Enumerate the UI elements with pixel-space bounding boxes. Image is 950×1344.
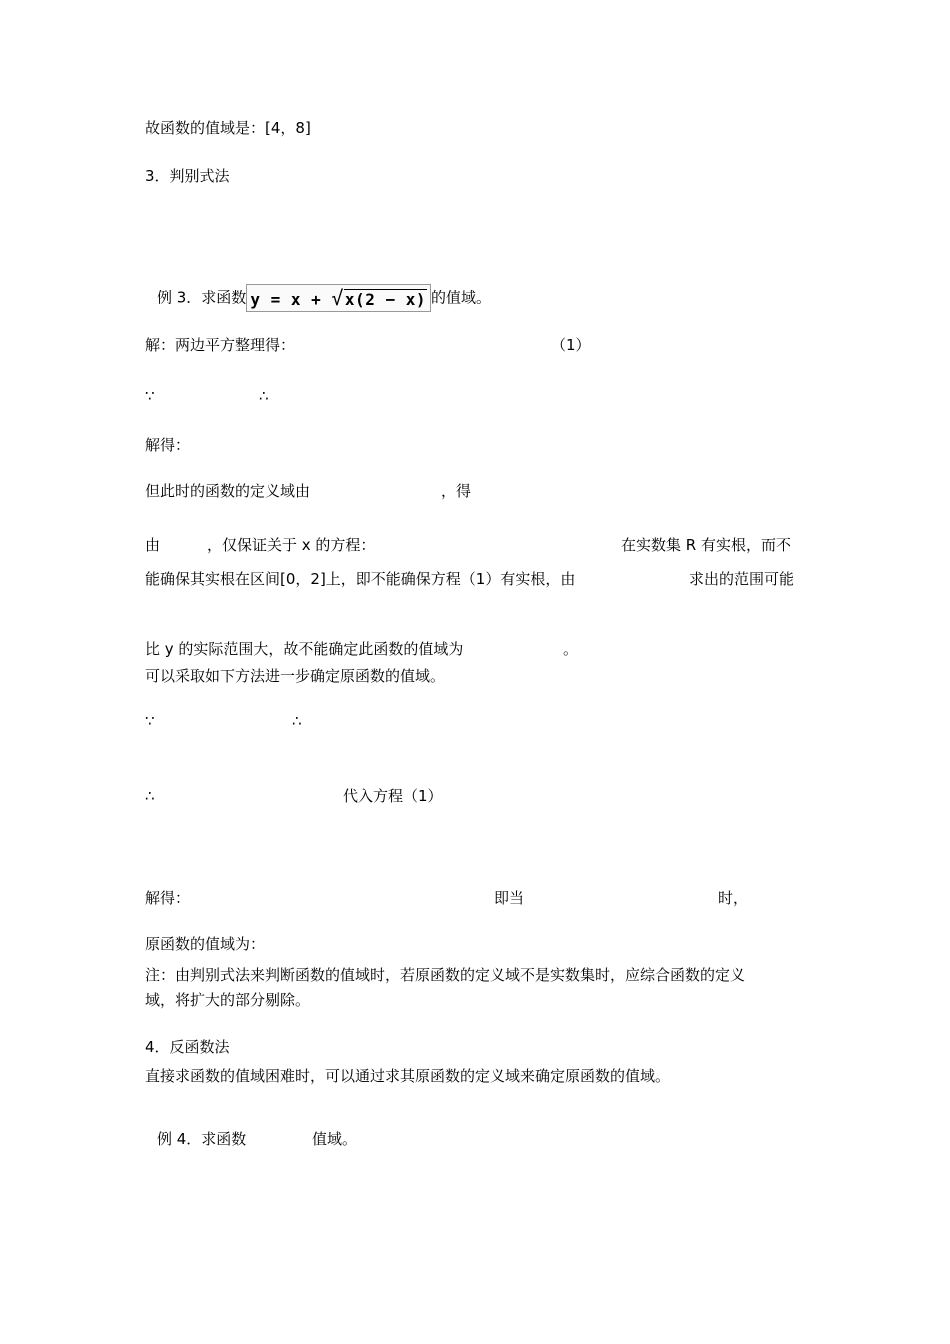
equation-number-1: （1） (551, 336, 591, 354)
explanation-line-2a: 能确保其实根在区间[0，2]上，即不能确保方程（1）有实根，由 (145, 570, 576, 588)
note-line-2: 域，将扩大的部分剔除。 (145, 991, 311, 1009)
explanation-line-a: 由 (145, 536, 161, 554)
further-method-line: 可以采取如下方法进一步确定原函数的值域。 (145, 667, 446, 685)
note-line-1: 注：由判别式法来判断函数的值域时，若原函数的定义域不是实数集时，应综合函数的定义 (145, 966, 746, 984)
explanation-line-b: ，仅保证关于 x 的方程： (207, 536, 376, 554)
range-conclusion: 故函数的值域是：[4，8] (145, 119, 311, 137)
final-range-line: 原函数的值域为： (145, 935, 266, 953)
sqrt-sign: √ (331, 286, 344, 310)
explanation-line-2b: 求出的范围可能 (689, 570, 795, 588)
solve-result-2: 解得： (145, 889, 191, 907)
therefore-symbol-2: ∴ (292, 712, 302, 730)
example-4-prefix: 例 4．求函数 (157, 1130, 247, 1148)
because-symbol-2: ∵ (145, 712, 155, 730)
solve-result-1: 解得： (145, 436, 191, 454)
condition-when: 即当 (494, 889, 525, 907)
inverse-method-description: 直接求函数的值域困难时，可以通过求其原函数的定义域来确定原函数的值域。 (145, 1067, 671, 1085)
section-heading-inverse: 4．反函数法 (145, 1038, 230, 1056)
therefore-symbol-1: ∴ (259, 387, 269, 405)
explanation-line-3a: 比 y 的实际范围大，故不能确定此函数的值域为 (145, 640, 464, 658)
domain-line-b: ，得 (441, 482, 472, 500)
example-3-prefix: 例 3．求函数 (157, 288, 247, 307)
because-symbol-1: ∵ (145, 387, 155, 405)
explanation-line-c: 在实数集 R 有实根，而不 (621, 536, 791, 554)
example-3-formula (246, 284, 431, 312)
formula-radicand: x(2 − x) (344, 290, 426, 309)
condition-time: 时， (718, 889, 749, 907)
example-3-suffix: 的值域。 (430, 288, 491, 307)
therefore-symbol-3: ∴ (145, 787, 155, 805)
substitute-line: 代入方程（1） (343, 787, 443, 805)
example-3 (157, 284, 491, 312)
solution-step-1: 解：两边平方整理得： (145, 336, 296, 354)
section-heading-discriminant: 3．判别式法 (145, 167, 230, 185)
explanation-line-3b: 。 (563, 640, 579, 658)
example-4-suffix: 值域。 (312, 1130, 358, 1148)
domain-line-a: 但此时的函数的定义域由 (145, 482, 311, 500)
formula-lhs: y = x + (250, 290, 332, 309)
